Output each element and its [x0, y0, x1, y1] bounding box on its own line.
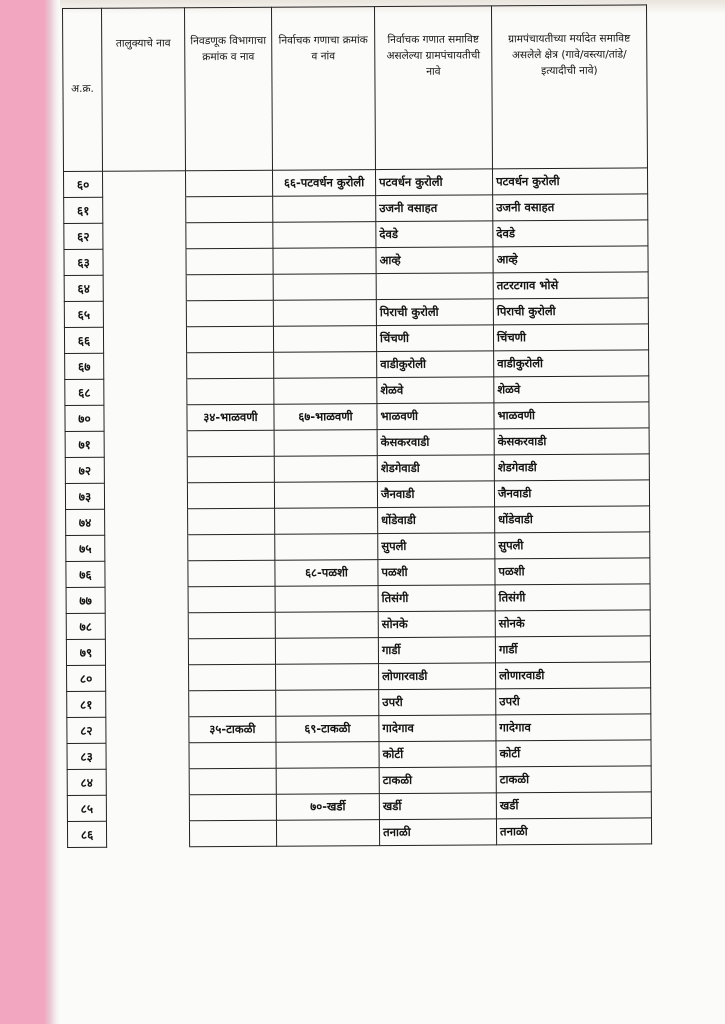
serial-cell: ७९ — [66, 639, 105, 665]
table-row — [64, 194, 648, 224]
gram-panchayat-cell: पिराची कुरोली — [376, 299, 493, 326]
gan-cell — [274, 352, 377, 379]
gram-panchayat-cell: खर्डी — [379, 793, 496, 820]
gan-cell: ६६-पटवर्धन कुरोली — [272, 170, 375, 197]
gram-panchayat-cell: शेळवे — [377, 377, 494, 404]
area-cell: पिराची कुरोली — [493, 298, 648, 325]
taluka-cell — [106, 821, 189, 848]
serial-cell: ६४ — [64, 275, 103, 301]
area-cell: शेडगेवाडी — [494, 454, 649, 481]
table-row — [66, 558, 650, 588]
table-row — [66, 610, 650, 640]
taluka-cell — [106, 717, 189, 744]
gan-cell: ६८-पळशी — [275, 560, 378, 587]
taluka-cell — [105, 587, 188, 614]
serial-cell: ६६ — [64, 327, 103, 353]
gram-panchayat-cell: जैनवाडी — [377, 481, 494, 508]
gan-cell — [273, 196, 376, 223]
area-cell: धोंडेवाडी — [495, 506, 650, 533]
gan-cell — [273, 222, 376, 249]
area-cell: गार्डी — [495, 636, 650, 663]
taluka-cell — [104, 483, 187, 510]
area-cell: उपरी — [496, 688, 651, 715]
division-cell — [186, 274, 273, 301]
gan-cell: ६९-टाकळी — [276, 716, 379, 743]
area-cell: केसकरवाडी — [494, 428, 649, 455]
gan-cell — [274, 456, 377, 483]
table-row — [66, 532, 650, 562]
gram-panchayat-cell: शेडगेवाडी — [377, 455, 494, 482]
serial-cell: ८२ — [67, 717, 106, 743]
table-row — [67, 688, 651, 718]
serial-cell: ७६ — [66, 561, 105, 587]
gram-panchayat-cell: टाकळी — [379, 767, 496, 794]
division-cell — [189, 768, 276, 795]
gan-cell — [273, 300, 376, 327]
taluka-cell — [103, 197, 186, 224]
area-cell: आव्हे — [493, 246, 648, 273]
header-serial: अ.क्र. — [63, 8, 103, 171]
gram-panchayat-cell: भाळवणी — [377, 403, 494, 430]
gram-panchayat-cell: गार्डी — [378, 637, 495, 664]
division-cell — [187, 482, 274, 509]
gram-panchayat-cell: तिसंगी — [378, 585, 495, 612]
gan-cell — [274, 378, 377, 405]
division-cell: ३५-टाकळी — [189, 716, 276, 743]
taluka-cell — [106, 795, 189, 822]
taluka-cell — [103, 327, 186, 354]
gram-panchayat-cell: देवडे — [376, 221, 493, 248]
division-cell: ३४-भाळवणी — [187, 404, 274, 431]
table-row — [64, 246, 648, 276]
area-cell: कोर्टी — [496, 740, 651, 767]
division-cell — [186, 248, 273, 275]
gan-cell — [273, 326, 376, 353]
gram-panchayat-cell: लोणारवाडी — [379, 663, 496, 690]
table-row — [66, 636, 650, 666]
gan-cell — [275, 612, 378, 639]
division-cell — [185, 170, 272, 197]
division-cell — [188, 586, 275, 613]
taluka-cell — [103, 301, 186, 328]
division-cell — [187, 430, 274, 457]
gan-cell — [275, 638, 378, 665]
division-cell — [186, 222, 273, 249]
division-cell — [188, 612, 275, 639]
gan-cell — [274, 482, 377, 509]
header-taluka: तालुक्याचे नाव — [102, 8, 186, 172]
election-division-table — [62, 4, 652, 848]
gram-panchayat-cell — [376, 273, 493, 300]
gram-panchayat-cell: पळशी — [378, 559, 495, 586]
binding-strip — [0, 0, 60, 1024]
taluka-cell — [104, 431, 187, 458]
area-cell: सुपली — [495, 532, 650, 559]
serial-cell: ८१ — [67, 691, 106, 717]
table-row — [65, 402, 649, 432]
table-row — [65, 454, 649, 484]
gan-cell — [273, 274, 376, 301]
serial-cell: ८० — [67, 665, 106, 691]
taluka-cell — [103, 275, 186, 302]
area-cell: जैनवाडी — [494, 480, 649, 507]
table-row — [66, 584, 650, 614]
header-area: ग्रामपंचायतीच्या मर्यादेत समाविष्ट असलेले क्षेत्र (गावे/वस्त्या/तांडे/इत्यादीची नावे) — [491, 5, 647, 169]
gan-cell: ७०-खर्डी — [276, 794, 379, 821]
taluka-cell — [106, 665, 189, 692]
table-row — [66, 506, 650, 536]
gan-cell — [275, 586, 378, 613]
division-cell — [189, 664, 276, 691]
gram-panchayat-cell: पटवर्धन कुरोली — [375, 169, 492, 196]
gram-panchayat-cell: आव्हे — [376, 247, 493, 274]
serial-cell: ८६ — [67, 821, 106, 847]
division-cell — [186, 326, 273, 353]
table-row — [65, 376, 649, 406]
division-cell — [189, 690, 276, 717]
taluka-cell — [106, 743, 189, 770]
gan-cell — [276, 742, 379, 769]
header-division: निवडणूक विभागाचा क्रमांक व नाव — [185, 7, 273, 171]
taluka-cell — [105, 613, 188, 640]
table-row — [67, 818, 651, 848]
table-row — [67, 662, 651, 692]
area-cell: शेळवे — [494, 376, 649, 403]
gram-panchayat-cell: उजनी वसाहत — [376, 195, 493, 222]
serial-cell: ६३ — [64, 249, 103, 275]
table-row — [65, 350, 649, 380]
taluka-cell — [104, 379, 187, 406]
gram-panchayat-cell: सुपली — [378, 533, 495, 560]
gan-cell — [273, 248, 376, 275]
gan-cell — [274, 430, 377, 457]
table-body — [63, 168, 651, 848]
gram-panchayat-cell: कोर्टी — [379, 741, 496, 768]
table-row — [64, 324, 648, 354]
area-cell: उजनी वसाहत — [493, 194, 648, 221]
division-cell — [189, 794, 276, 821]
table-row — [67, 740, 651, 770]
taluka-cell — [104, 405, 187, 432]
serial-cell: ७७ — [66, 587, 105, 613]
gram-panchayat-cell: गादेगाव — [379, 715, 496, 742]
division-cell — [188, 508, 275, 535]
taluka-cell — [104, 353, 187, 380]
division-cell — [189, 820, 276, 847]
table-header — [63, 5, 648, 172]
serial-cell: ७५ — [66, 535, 105, 561]
area-cell: देवडे — [493, 220, 648, 247]
taluka-cell — [103, 223, 186, 250]
gram-panchayat-cell: तनाळी — [379, 819, 496, 846]
area-cell: चिंचणी — [493, 324, 648, 351]
taluka-cell — [103, 249, 186, 276]
taluka-cell — [106, 691, 189, 718]
division-cell — [188, 534, 275, 561]
serial-cell: ७० — [65, 405, 104, 431]
gram-panchayat-cell: केसकरवाडी — [377, 429, 494, 456]
division-cell — [189, 742, 276, 769]
area-cell: भाळवणी — [494, 402, 649, 429]
gan-cell: ६७-भाळवणी — [274, 404, 377, 431]
division-cell — [187, 378, 274, 405]
area-cell: टाकळी — [496, 766, 651, 793]
serial-cell: ७३ — [65, 483, 104, 509]
gan-cell — [276, 768, 379, 795]
document-page — [62, 5, 631, 844]
taluka-cell — [105, 509, 188, 536]
serial-cell: ७२ — [65, 457, 104, 483]
area-cell: तनाळी — [496, 818, 651, 845]
division-cell — [188, 560, 275, 587]
division-cell — [188, 638, 275, 665]
serial-cell: ८४ — [67, 769, 106, 795]
gan-cell — [276, 664, 379, 691]
table-row — [67, 714, 651, 744]
gan-cell — [275, 534, 378, 561]
gan-cell — [276, 690, 379, 717]
area-cell: लोणारवाडी — [496, 662, 651, 689]
gram-panchayat-cell: उपरी — [379, 689, 496, 716]
division-cell — [187, 352, 274, 379]
header-row — [63, 5, 648, 172]
serial-cell: ६२ — [64, 223, 103, 249]
table-row — [64, 298, 648, 328]
serial-cell: ७४ — [66, 509, 105, 535]
division-cell — [186, 300, 273, 327]
area-cell: पळशी — [495, 558, 650, 585]
area-cell: तिसंगी — [495, 584, 650, 611]
gan-cell — [276, 820, 379, 847]
taluka-cell — [105, 535, 188, 562]
taluka-cell — [104, 457, 187, 484]
table-row — [65, 480, 649, 510]
serial-cell: ८३ — [67, 743, 106, 769]
taluka-cell — [105, 561, 188, 588]
gram-panchayat-cell: सोनके — [378, 611, 495, 638]
serial-cell: ८५ — [67, 795, 106, 821]
table-row — [65, 428, 649, 458]
table-row — [64, 272, 648, 302]
serial-cell: ६१ — [64, 197, 103, 223]
area-cell: सोनके — [495, 610, 650, 637]
taluka-cell — [102, 171, 185, 198]
area-cell: पटवर्धन कुरोली — [492, 168, 647, 195]
division-cell — [186, 196, 273, 223]
area-cell: गादेगाव — [496, 714, 651, 741]
taluka-cell — [106, 769, 189, 796]
table-row — [63, 168, 647, 198]
table-row — [67, 792, 651, 822]
header-gan: निर्वाचक गणाचा क्रमांक व नांव — [271, 7, 375, 171]
serial-cell: ६७ — [65, 353, 104, 379]
area-cell: खर्डी — [496, 792, 651, 819]
header-gram-panchayat: निर्वाचक गणात समाविष्ट असलेल्या ग्रामपंचायतीची नावे — [374, 6, 492, 170]
taluka-cell — [105, 639, 188, 666]
serial-cell: ६५ — [64, 301, 103, 327]
gram-panchayat-cell: धोंडेवाडी — [378, 507, 495, 534]
area-cell: तटरटगाव भोसे — [493, 272, 648, 299]
area-cell: वाडीकुरोली — [494, 350, 649, 377]
table-row — [64, 220, 648, 250]
serial-cell: ६० — [63, 171, 102, 197]
gan-cell — [275, 508, 378, 535]
gram-panchayat-cell: वाडीकुरोली — [377, 351, 494, 378]
gram-panchayat-cell: चिंचणी — [376, 325, 493, 352]
table-row — [67, 766, 651, 796]
serial-cell: ६८ — [65, 379, 104, 405]
serial-cell: ७१ — [65, 431, 104, 457]
serial-cell: ७८ — [66, 613, 105, 639]
division-cell — [187, 456, 274, 483]
